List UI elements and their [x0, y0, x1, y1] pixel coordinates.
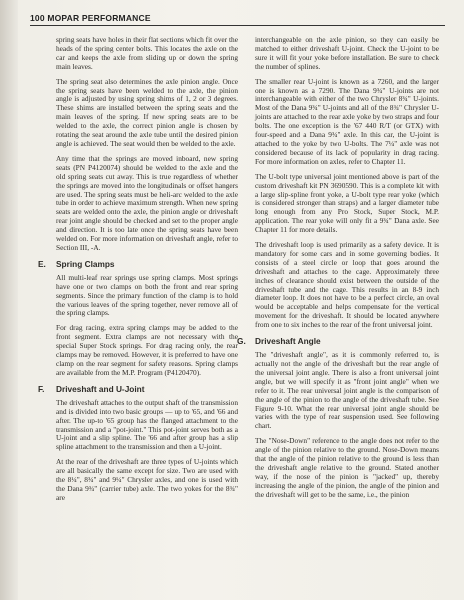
left-column [38, 35, 238, 509]
paragraph: For drag racing, extra spring clamps may be added to the front segment. Extra clamps are not necessary with the special Super Stock springs. For drag racing only, the rear clamps may be removed. However, it is preferred to have one clamp on the rear segment for safety reasons. Spring clamps are available from the M.P. Program (P4120470). [56, 323, 238, 377]
paragraph: All multi-leaf rear springs use spring clamps. Most springs have one or two clamps on both the front and rear spring segments. Since the primary function of the clamp is to hold the various leaves of the spring together, never remove all of the spring clamps. [56, 272, 238, 318]
paragraph: At the rear of the driveshaft are three types of U-joints which are all basically the same except for size. Two are used with the 8¼", 8¾" and 9¼" Chrysler axles, and one is used with the Dana 9¾" (carrier tube) axle. The two yokes for the 8¾" are [56, 457, 238, 502]
section-title: Driveshaft Angle [255, 336, 321, 347]
section-heading-spring-clamps [38, 259, 238, 269]
section-title: Spring Clamps [56, 258, 115, 269]
section-letter: E. [38, 258, 46, 269]
header-rule [30, 25, 445, 26]
paragraph: The driveshaft loop is used primarily as a safety device. It is mandatory for some cars and in some governing bodies. It consists of a steel circle or loop that goes around the driveshaft and attaches to the cage. Approximately three inches of clearance should exist between the outside of the driveshaft tube and the cage. This results in an 8-9 inch diameter loop. It does not have to be a perfect circle, an oval would be acceptable and helps compensate for the vertical movement for the driveshaft. It should be located anywhere from one to six inches to the rear of the front universal joint. [255, 240, 439, 330]
paragraph: The "driveshaft angle", as it is commonly referred to, is actually not the angle of the driveshaft but the rear angle of the universal joint angle. There is also a front universal joint angle, but we will specify it as "front joint angle" when we refer to it. The rear universal joint angle is the comparison of the angle of the pinion to the angle of the driveshaft tube. See Figure 9-10. What the rear universal joint angle should be varies with the type of rear suspension used. See following chart. [255, 350, 439, 431]
paragraph: spring seats have holes in their flat sections which fit over the heads of the spring center bolts. This locates the axle on the car and keeps the axle from sliding up or down the spring main leaves. [56, 35, 238, 71]
right-column [237, 35, 439, 506]
section-heading-driveshaft-angle [237, 336, 439, 346]
section-letter: F. [38, 383, 45, 394]
section-letter: G. [237, 336, 246, 347]
page-header-text: 100 MOPAR PERFORMANCE [30, 13, 151, 23]
paragraph: The "Nose-Down" reference to the angle does not refer to the angle of the pinion relative to the ground. Nose-Down means that the angle of the pinion relative to the ground is less than the driveshaft angle relative to the ground. Stated another way, if the nose of the pinion is "jacked" up, thereby increasing the angle of the pinion, the angle of the pinion and the driveshaft will get to be the same, i.e., the pinion [255, 436, 439, 499]
paragraph: The driveshaft attaches to the output shaft of the transmission and is divided into two basic groups — up to '65, and '66 and after. The up-to '65 group has the flanged attachment to the transmission and a "pot-joint." This pot-joint serves both as a U-joint and a slip spline. The '66 and after group has a slip spline attachment to the transmission and then a U-joint. [56, 397, 238, 452]
paragraph: The spring seat also determines the axle pinion angle. Once the spring seats have been welded to the axle, the pinion angle is adjusted by using spring shims of 1, 2 or 3 degrees. These shims are installed between the spring seats and the main leaves of the spring. If new spring seats are to be welded to the axle, the correct pinion angle is chosen by rotating the seat around the axle tube until the desired pinion angle is achieved. The seat would then be welded to the axle. [56, 76, 238, 148]
section-title: Driveshaft and U-Joint [56, 383, 145, 394]
paragraph: Any time that the springs are moved inboard, new spring seats (PN P4120074) should be welded to the axle and the old spring seats cut away. This is true regardless of whether the springs are moved into the longitudinals or offset hangers are used. The spring seats must be heli-arc welded to the axle tube in order to achieve maximum strength. When new spring seats are welded onto the axle, the pinion angle or driveshaft rear joint angle should be checked and set to the proper angle and direction. It is too late once the spring seats have been welded on. For more information on driveshaft angle, refer to Section III, -A. [56, 153, 238, 252]
paragraph: interchangeable on the axle pinion, so they can easily be matched to either driveshaft U-joint. Check the U-joint to be sure it will fit your yoke before installation. Be sure to check the number of splines. [255, 35, 439, 71]
page-gutter-shadow [0, 0, 18, 600]
paragraph: The smaller rear U-joint is known as a 7260, and the larger one is known as a 7290. The Dana 9¾" U-joints are not interchangeable with either of the two Chrysler 8¾" U-joints. Most of the Dana 9¾" U-joints and all of the 8¾" Chrysler U-joints are attached to the rear axle yoke by two straps and four bolts. The one exception is the '67 440 R/T (or GTX) with four-speed and a Dana 9¾" axle. In this car, the U-joint is attached to the yoke by two U-bolts. The 7¼" axle was not considered because of its lack of popularity in drag racing. For more information on axles, refer to Chapter 11. [255, 76, 439, 166]
paragraph: The U-bolt type universal joint mentioned above is part of the custom driveshaft kit PN 3690590. This is a complete kit with a large slip-spline front yoke, a U-bolt type rear yoke (which is considered stronger than straps) and a larger diameter tube long enough from any Pro Stock, Super Stock, M.P. application. The rear yoke will only fit a 9¾" Dana axle. See Chapter 11 for more details. [255, 171, 439, 235]
section-heading-driveshaft-u-joint [38, 384, 238, 394]
page-header [30, 13, 445, 27]
